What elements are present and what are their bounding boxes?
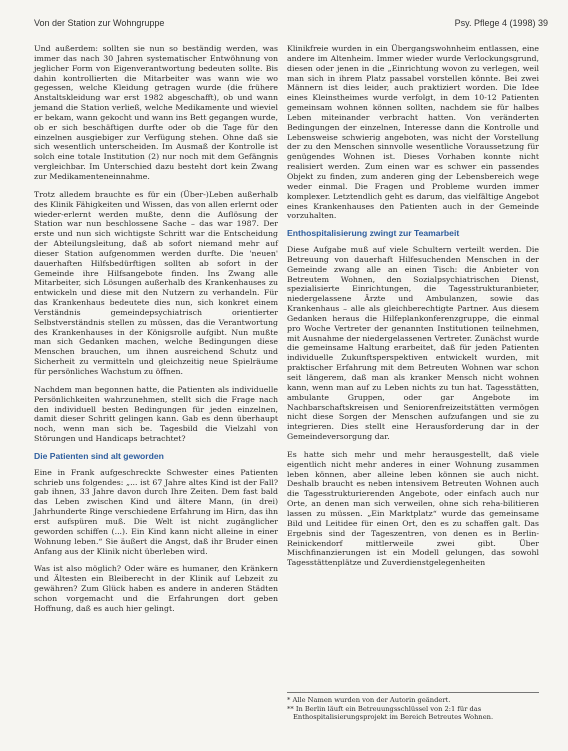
paragraph: Trotz alledem brauchte es für ein (Über-)Leben außerhalb des Klinik Fähigkeiten und Wissen, das von allen erlernt oder wieder-erlernt werden mußte, denn die Auflösung der Station war nun beschlossene Sache – das war 1987. Der erste und nun sich wichtigste Schritt war die Entscheidung der Abteilungsleitung, daß ab sofort niemand mehr auf dieser Station aufgenommen werden durfte. Die 'neuen' dauerhaften Hilfsbedürftigen sollten ab sofort in der Gemeinde ihre Hilfsangebote finden. Ins Zwang alle Mitarbeiter, sich Lösungen außerhalb des Krankenhauses zu entwickeln und diese mit den Nutzern zu verhandeln. Für das Krankenhaus bedeutete dies nun, sich konkret einem Verständnis gemeindepsychiatrisch orientierter Selbstverständnis stellen zu müssen, das die Verantwortung des Krankenhauses in der Königsrolle aufgibt. Nun mußte man sich Gedanken machen, welche Bedingungen diese Menschen brauchen, um ihnen ausreichend Schutz und Sicherheit zu vermitteln und gleichzeitig neue Spielräume für persönliches Wachstum zu öffnen. <box>34 189 278 376</box>
paragraph: Und außerdem: sollten sie nun so beständig werden, was immer das nach 30 Jahren systematischer Entwöhnung von jeglicher Form von Eigenverantwortung bedeuten sollte. Bis dahin kontrollierten die Mitarbeiter was wann wie wo gegessen, welche Kleidung getragen wurde (die frühere Anstaltskleidung war erst 1982 abgeschafft), ob und wann jemand die Station verließ, welche Medikamente und wieviel er bekam, wann gekocht und wann ins Bett gegangen wurde, ob er sich beschäftigen durfte oder ob die Tage für den einzelnen ausgiebiger zur Verfügung stehen. Ohne daß sie sich wesentlich unterscheiden. Im Ausmaß der Kontrolle ist solch eine totale Institution (2) nur noch mit dem Gefängnis vergleichbar. Im Unterschied dazu besteht dort kein Zwang zur Medikamenteneinnahme. <box>34 44 278 181</box>
running-header-title: Von der Station zur Wohngruppe <box>34 18 165 28</box>
footnote: ** In Berlin läuft ein Betreuungsschlüssel von 2:1 für das Enthospitalisierungsprojekt im Bereich Betreutes Wohnen. <box>287 704 494 722</box>
paragraph: Diese Aufgabe muß auf viele Schultern verteilt werden. Die Betreuung von dauerhaft Hilfesuchenden Menschen in der Gemeinde zwang alle an einen Tisch: die Anbieter von Betreutem Wohnen, den Sozialpsychiatrischen Dienst, spezialisierte Einrichtungen, die Tagesstrukturanbieter, niedergelassene Ärzte und Ambulanzen, sowie das Krankenhaus – alle als gleichberechtigte Partner. Aus diesem Gedanken heraus die Hilfeplankonferenzgruppe, die einmal pro Woche Vertreter der genannten Institutionen teilnehmen, mit Ausnahme der niedergelassenen Vertreter. Zunächst wurde die gemeinsame Haltung erarbeitet, daß für jeden Patienten individuelle Zukunftsperspektiven entwickelt wurden, mit praktischer Erfahrung mit dem Betreuten Wohnen war schon seit längerem, daß man als kranker Mensch nicht wohnen kann, wenn man auf zu Leben nichts zu tun hat. Tagesstätten, ambulante Gruppen, oder gar Angebote im Nachbarschaftskreisen und Seniorenfreizeitstätten vermögen nicht diese Sorgen der Menschen aufzufangen und sie zu integrieren. Dies stellt eine Herausforderung dar in der Gemeindeversorgung dar. <box>287 245 539 442</box>
footnotes <box>287 692 539 722</box>
paragraph: Klinikfreie wurden in ein Übergangswohnheim entlassen, eine andere im Altenheim. Immer wieder wurde Verlockungsgrund, diesen oder jenen in die „Einrichtung wovon zu verlegen, weil man sich in ihrem Platz passabel vorstellen könnte. Bei zwei Männern ist dies leider, auch praktiziert worden. Die Idee eines Kleinstheimes wurde verfolgt, in dem 10-12 Patienten gemeinsam wohnen können sollten, nachdem sie für halbes Leben miteinander verbracht hatten. Von veränderten Bedingungen der einzelnen, Interesse dann die Kontrolle und Lebensweise schwierig angeboten, was nicht der Vorstellung der zu den Menschen sinnvolle wesentliche Voraussetzung für genügendes Wohnen ist. Dieses Vorhaben konnte nicht realisiert werden. Zum einen war es schwer ein passendes Objekt zu finden, zum anderen ging der Lebensbereich wege weder einmal. Die Fragen und Probleme wurden immer komplexer. Letztendlich geht es darum, das vielfältige Angebot eines Krankenhauses den Patienten auch in der Gemeinde vorzuhalten. <box>287 44 539 221</box>
section-heading: Enthospitalisierung zwingt zur Teamarbeit <box>287 228 460 239</box>
footnote: * Alle Namen wurden von der Autorin geändert. <box>287 696 451 704</box>
left-column <box>34 44 278 622</box>
paragraph: Nachdem man begonnen hatte, die Patienten als individuelle Persönlichkeiten wahrzunehmen, stellt sich die Frage nach den individuell besten Bedingungen für jeden einzelnen, damit dieser Schritt gelingen kann. Gab es denn überhaupt noch, wenn man sich be. Tagesbild die Vielzahl von Störungen und Handicaps betrachtet? <box>34 384 278 444</box>
paragraph: Es hatte sich mehr und mehr herausgestellt, daß viele eigentlich nicht mehr anderes in einer Wohnung zusammen leben können, aber alleine leben können sie auch nicht. Deshalb braucht es neben intensivem Betreuten Wohnen auch die Tagesstrukturierenden Angebote, oder einfach auch nur Orte, an denen man sich verweilen, ohne sich reha-bilitieren lassen zu müssen. „Ein Marktplatz“ wurde das gemeinsame Bild und Leitidee für einen Ort, den es zu schaffen galt. Das Ergebnis sind der Tageszentren, von denen es in Berlin-Reinickendorf mittlerweile zwei gibt. Über Mischfinanzierungen ist ein Modell gelungen, das sowohl Tagesstättenplätze und Zuverdienstgelegenheiten <box>287 449 539 568</box>
section-heading: Die Patienten sind alt geworden <box>34 450 164 461</box>
right-column <box>287 44 539 576</box>
paragraph: Was ist also möglich? Oder wäre es humaner, den Kränkern und Ältesten ein Bleiberecht in der Klinik auf Lebzeit zu gewähren? Zum Glück haben es andere in anderen Städten schon vorgemacht und die Erfahrungen dort geben Hoffnung, daß es auch hier gelingt. <box>34 564 278 613</box>
paragraph: Eine in Frank aufgeschreckte Schwester eines Patienten schrieb uns folgendes: „... ist 67 Jahre altes Kind ist der Fall? gab ihnen, 33 Jahre davon durch Ihre Zeiten. Dem fast bald das Leben zwischen Kind und ältere Mann, (in drei) Jahrhunderte Ringe verschiedene Erfahrung im Hirn, das ihn erst aufspüren muß. Die Welt ist nicht zugänglicher geworden schiffen (...). Ein Kind kann nicht alleine in einer Wohnung leben.“ Sie äußert die Angst, daß ihr Bruder einen Anfang aus der Klinik nicht überleben wird. <box>34 467 278 556</box>
running-header-journal: Psy. Pflege 4 (1998) 39 <box>454 18 548 28</box>
